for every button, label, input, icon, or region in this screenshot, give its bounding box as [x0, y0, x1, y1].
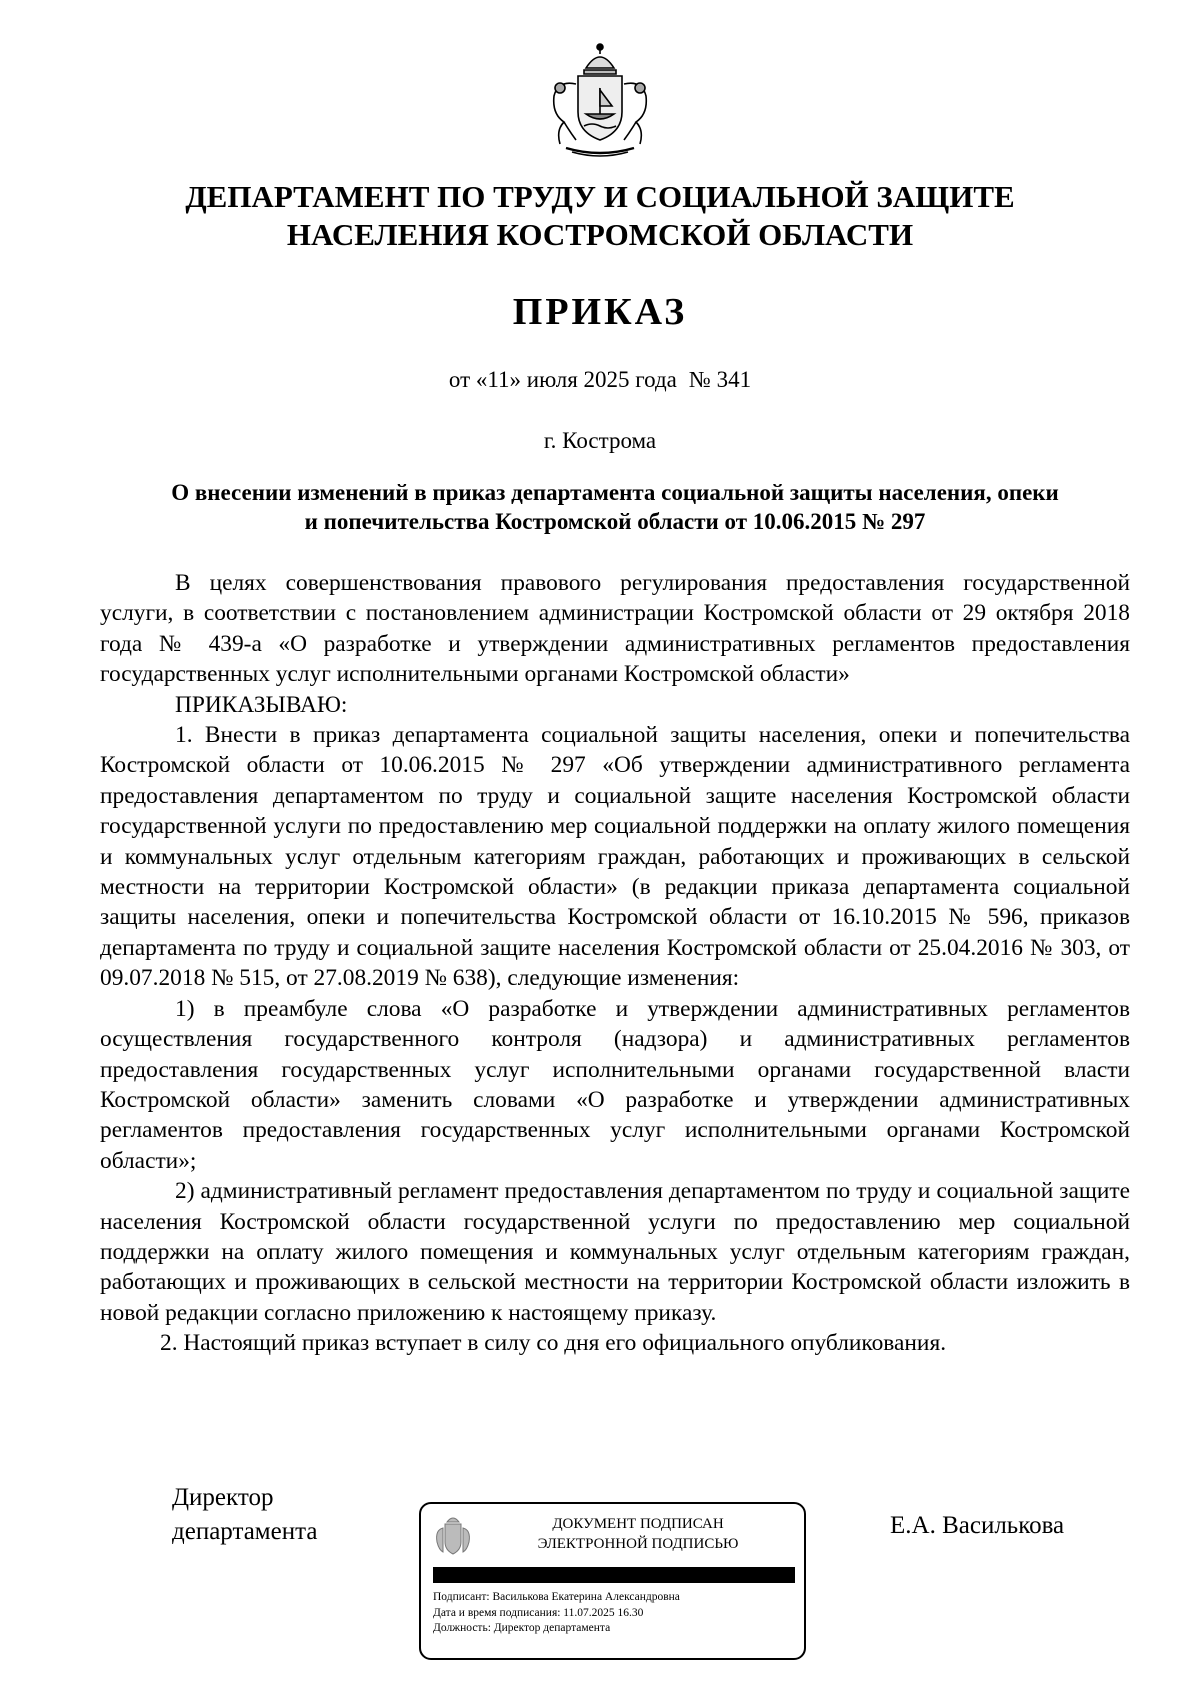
stamp-emblem-icon	[433, 1514, 473, 1558]
order-subject	[100, 478, 1130, 536]
order-city: г. Кострома	[543, 428, 657, 453]
order-date: от «11» июля 2025 года	[448, 367, 677, 392]
order-word: ПРИКАЗЫВАЮ:	[175, 691, 348, 718]
order-number: № 341	[688, 367, 752, 392]
signatory-position-line1: Директор	[172, 1484, 274, 1511]
stamp-position: Должность: Директор департамента	[433, 1622, 611, 1634]
signatory-position-line2: департамента	[172, 1518, 318, 1545]
item-1-1-paragraph: 1) в преамбуле слова «О разработке и утверждении административных регламентов осуществления государственного контроля (надзора) и административных регламентов предоставления государственных услуг исполнительными органами государственной власти Костромской области» заменить словами «О разработке и утверждении административных регламентов предоставления государственных услуг исполнительными органами Костромской области»;	[100, 995, 1130, 1174]
order-date-number	[0, 367, 1200, 393]
order-subject-line1: О внесении изменений в приказ департамента социальной защиты населения, опеки	[171, 480, 1059, 505]
electronic-signature-stamp	[419, 1502, 806, 1660]
stamp-datetime: Дата и время подписания: 11.07.2025 16.30	[433, 1606, 644, 1619]
stamp-signer: Подписант: Василькова Екатерина Александровна	[433, 1591, 680, 1603]
item-1-paragraph: 1. Внести в приказ департамента социальной защиты населения, опеки и попечительства Костромской области от 10.06.2015 № 297 «Об утверждении административного регламента предоставления департаментом по труду и социальной защите населения Костромской области государственной услуги по предоставлению мер социальной поддержки на оплату жилого помещения и коммунальных услуг отдельным категориям граждан, работающих и проживающих в сельской местности на территории Костромской области» (в редакции приказа департамента социальной защиты населения, опеки и попечительства Костромской области от 16.10.2015 № 596, приказов департамента по труду и социальной защите населения Костромской области от 25.04.2016 № 303, от 09.07.2018 № 515, от 27.08.2019 № 638), следующие изменения:	[100, 722, 1130, 992]
department-name	[60, 178, 1140, 254]
item-1-2-paragraph: 2) административный регламент предоставления департаментом по труду и социальной защите населения Костромской области государственной услуги по предоставлению мер социальной поддержки на оплату жилого помещения и коммунальных услуг отдельным категориям граждан, работающих и проживающих в сельской местности на территории Костромской области изложить в новой редакции согласно приложению к настоящему приказу.	[100, 1178, 1130, 1326]
document-type-title: ПРИКАЗ	[512, 291, 688, 333]
signatory-name: Е.А. Василькова	[890, 1512, 1065, 1539]
stamp-details	[433, 1590, 680, 1637]
stamp-title-line1: ДОКУМЕНТ ПОДПИСАН	[552, 1516, 724, 1532]
signatory-position	[172, 1481, 317, 1549]
preamble-paragraph: В целях совершенствования правового регулирования предоставления государственной услуги, в соответствии с постановлением администрации Костромской области от 29 октября 2018 года № 439-а «О разработке и утверждении административных регламентов предоставления государственных услуг исполнительными органами Костромской области»	[100, 570, 1130, 688]
department-name-line1: ДЕПАРТАМЕНТ ПО ТРУДУ И СОЦИАЛЬНОЙ ЗАЩИТЕ	[185, 179, 1015, 214]
certificate-bar	[433, 1567, 795, 1583]
item-2-paragraph: 2. Настоящий приказ вступает в силу со дня его официального опубликования.	[160, 1330, 947, 1357]
order-subject-line2: и попечительства Костромской области от 10.06.2015 № 297	[304, 509, 926, 534]
coat-of-arms-icon	[536, 40, 664, 160]
stamp-title-line2: ЭЛЕКТРОННОЙ ПОДПИСЬЮ	[537, 1536, 739, 1552]
stamp-title	[483, 1514, 793, 1554]
order-body	[100, 568, 1130, 1359]
department-name-line2: НАСЕЛЕНИЯ КОСТРОМСКОЙ ОБЛАСТИ	[286, 217, 914, 252]
